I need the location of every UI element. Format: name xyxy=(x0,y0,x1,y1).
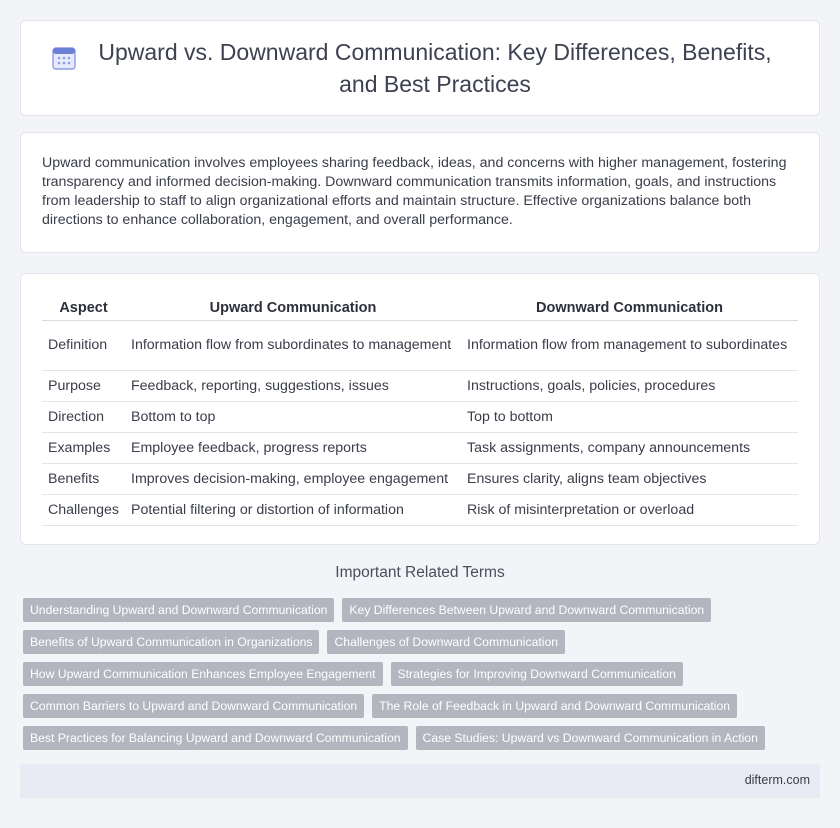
footer-site-name[interactable]: difterm.com xyxy=(744,773,810,787)
footer xyxy=(20,764,820,798)
intro-paragraph: Upward communication involves employees sharing feedback, ideas, and concerns with higher management, fostering transparency and informed decision-making. Downward communication transmits information, goals, and instructions from leadership to staff to align organizational efforts and maintain structure. Effective organizations balance both directions to enhance collaboration, engagement, and overall performance. xyxy=(42,155,787,228)
related-terms-list xyxy=(23,598,803,758)
cell-aspect: Examples xyxy=(42,432,125,463)
cell-downward: Top to bottom xyxy=(461,401,798,432)
cell-upward: Improves decision-making, employee engagement xyxy=(125,463,461,494)
related-term-link[interactable]: Understanding Upward and Downward Communication xyxy=(23,598,334,622)
cell-upward: Feedback, reporting, suggestions, issues xyxy=(125,370,461,401)
cell-downward: Risk of misinterpretation or overload xyxy=(461,494,798,525)
comparison-card xyxy=(20,273,820,545)
related-term-link[interactable]: Strategies for Improving Downward Communication xyxy=(391,662,683,686)
related-term-link[interactable]: How Upward Communication Enhances Employee Engagement xyxy=(23,662,383,686)
related-terms-title: Important Related Terms xyxy=(335,564,505,581)
cell-downward: Ensures clarity, aligns team objectives xyxy=(461,463,798,494)
header-card xyxy=(20,20,820,116)
table-row xyxy=(42,401,798,432)
table-row xyxy=(42,463,798,494)
header-aspect: Aspect xyxy=(42,296,125,320)
cell-aspect: Challenges xyxy=(42,494,125,525)
comparison-table xyxy=(42,296,798,526)
header-upward: Upward Communication xyxy=(125,296,461,320)
header-downward: Downward Communication xyxy=(461,296,798,320)
tag-row xyxy=(23,630,803,654)
tag-row xyxy=(23,598,803,622)
cell-downward: Instructions, goals, policies, procedures xyxy=(461,370,798,401)
cell-upward: Potential filtering or distortion of information xyxy=(125,494,461,525)
tag-row xyxy=(23,694,803,718)
cell-upward: Bottom to top xyxy=(125,401,461,432)
cell-aspect: Benefits xyxy=(42,463,125,494)
table-row xyxy=(42,494,798,525)
related-term-link[interactable]: Benefits of Upward Communication in Organizations xyxy=(23,630,319,654)
table-row xyxy=(42,370,798,401)
related-term-link[interactable]: Common Barriers to Upward and Downward Communication xyxy=(23,694,364,718)
cell-aspect: Definition xyxy=(42,320,125,370)
related-term-link[interactable]: Best Practices for Balancing Upward and Downward Communication xyxy=(23,726,408,750)
intro-card xyxy=(20,132,820,253)
related-term-link[interactable]: Case Studies: Upward vs Downward Communication in Action xyxy=(416,726,765,750)
table-row xyxy=(42,432,798,463)
related-term-link[interactable]: Challenges of Downward Communication xyxy=(327,630,565,654)
cell-upward: Employee feedback, progress reports xyxy=(125,432,461,463)
table-row xyxy=(42,320,798,370)
cell-upward: Information flow from subordinates to management xyxy=(125,320,461,370)
cell-downward: Task assignments, company announcements xyxy=(461,432,798,463)
cell-downward: Information flow from management to subordinates xyxy=(461,320,798,370)
cell-aspect: Purpose xyxy=(42,370,125,401)
tag-row xyxy=(23,726,803,750)
page-title: Upward vs. Downward Communication: Key Differences, Benefits, and Best Practices xyxy=(98,39,772,97)
tag-row xyxy=(23,662,803,686)
related-term-link[interactable]: The Role of Feedback in Upward and Downward Communication xyxy=(372,694,737,718)
cell-aspect: Direction xyxy=(42,401,125,432)
table-header-row xyxy=(42,296,798,320)
related-term-link[interactable]: Key Differences Between Upward and Downward Communication xyxy=(342,598,711,622)
